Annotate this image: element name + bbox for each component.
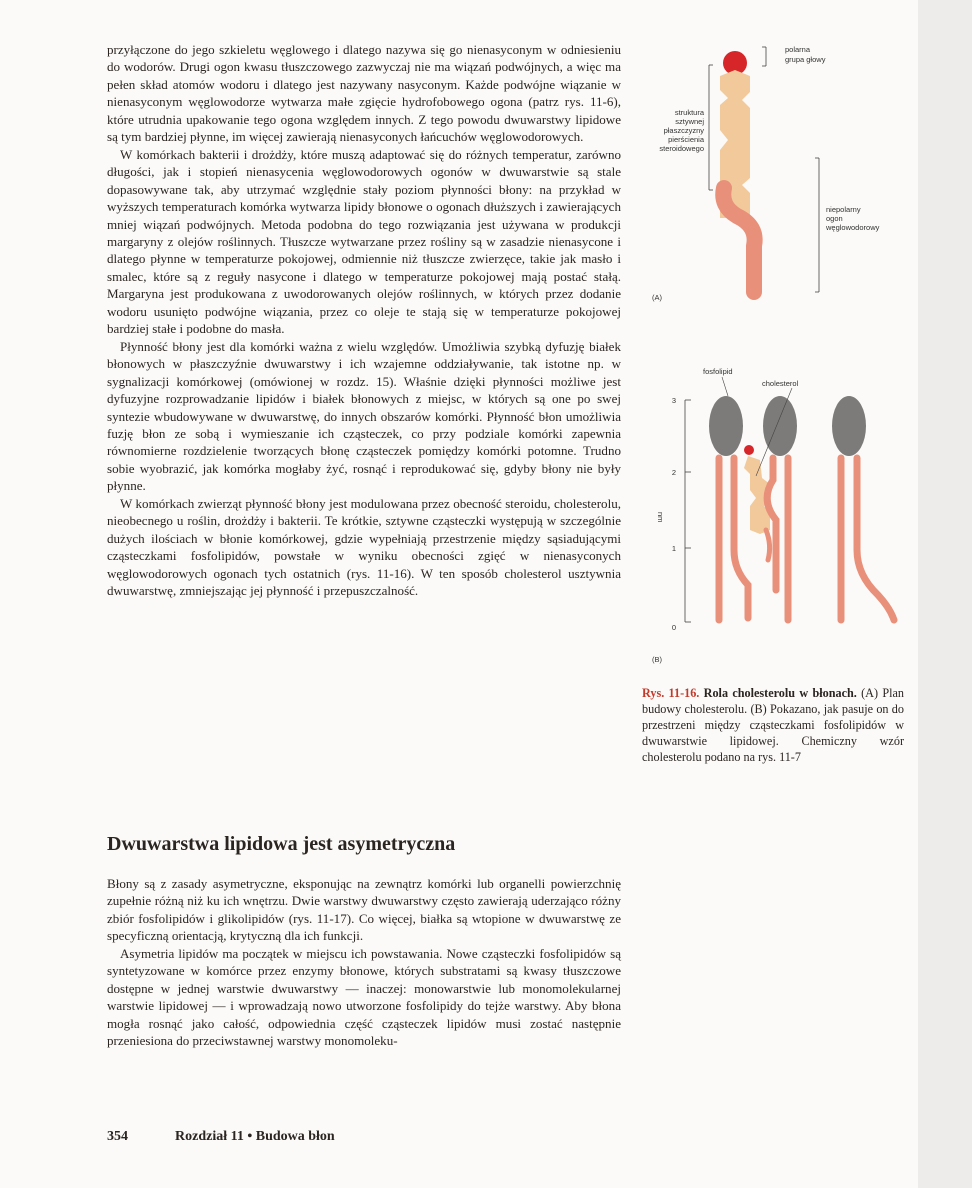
panel-b-label: (B) [652,655,662,664]
body-text-section [107,875,621,1050]
page-number: 354 [107,1129,128,1144]
figure-11-16 [638,30,918,680]
label-ring-2: sztywnej [675,117,704,126]
panel-b [652,367,894,664]
axis-tick-label: 1 [671,544,676,553]
label-phospholipid: fosfolipid [703,367,733,376]
paragraph: Błony są z zasady asymetryczne, eksponując na zewnątrz komórki lub organelli powierzchnię zupełnie różną niż ku ich wnętrzu. Dwie warstwy dwuwarstwy często zawierają uderzająco różny zbiór fosfolipidów i glikolipidów (rys. 11-17). Co więcej, białka są wtopione w dwuwarstwę ze specyficzną orientacją, krytyczną dla ich funkcji. [107,876,621,944]
paragraph: Płynność błony jest dla komórki ważna z wielu względów. Umożliwia szybką dyfuzję białek błonowych w płaszczyźnie dwuwarstwy i ich wzajemne oddziaływanie, tak istotne np. w sygnalizacji komórkowej (omówionej w rozdz. 15). Właśnie dzięki płynności możliwe jest dyfuzyjne rozprowadzanie lipidów i białek błonowych z miejsc, w których są one po swej syntezie wbudowywane w dwuwarstwę, do innych obszarów komórki. Płynność błon umożliwia fuzję błon ze sobą i wymieszanie ich cząsteczek, co przy podziale komórki zapewnia równomierne rozdzielenie tworzących błonę cząsteczek pomiędzy komórki potomne. Trudno sobie wyobrazić, jak komórka mogłaby żyć, rosnąć i reprodukować się, gdyby błony nie były płynne. [107,338,621,494]
label-ring-3: płaszczyzny [663,126,704,135]
running-footer: Rozdział 11 • Budowa błon [175,1129,335,1144]
facing-page-edge [918,0,972,1188]
axis-tick-label: 0 [671,623,676,632]
panel-a-label: (A) [652,293,662,302]
label-cholesterol: cholesterol [762,379,799,388]
phospholipid-head-left [709,396,743,456]
caption-title: Rola cholesterolu w błonach. [703,686,857,700]
axis-tick-label: 2 [671,468,676,477]
figure-caption [642,685,904,765]
label-ring-4: pierścienia [668,135,704,144]
axis-unit-label: nm [656,512,665,523]
paragraph: W komórkach bakterii i drożdży, które muszą adaptować się do różnych temperatur, zarówno długości, jak i stopień nienasycenia węglowodorowych ogonów w dwuwarstwie są stale dopasowywane tak, aby utrzymać względnie stały poziom płynności błony: na przykład w wyższych temperaturach komórka wytwarza lipidy błonowe o ogonach dłuższych i zawierających mniej wiązań podwójnych. Metoda podobna do tego rozwiązania jest używana w produkcji margaryny z olejów roślinnych. Tłuszcze wytwarzane przez rośliny są w zasadzie nienasycone i dlatego płynne w temperaturze pokojowej, odmiennie niż tłuszcze zwierzęce, takie jak masło i smalec, które są z reguły nasycone i dlatego w temperaturze pokojowej mają postać stałą. Margaryna jest produkowana z uwodorowanych olejów roślinnych, w których przez dodanie wodoru usunięto podwójne wiązania, przez co oleje te stają się w temperaturze pokojowej bardziej stałe i podobne do masła. [107,146,621,337]
body-text-top [107,41,621,600]
panel-a [652,45,880,302]
label-polar-1: polarna [785,45,811,54]
cholesterol-polar-head [744,445,754,455]
paragraph: W komórkach zwierząt płynność błony jest modulowana przez obecność steroidu, cholesterolu, nieobecnego u roślin, drożdży i bakterii. Te krótkie, sztywne cząsteczki występują w szczególnie dużych ilościach w błonie komórkowej, gdzie wypełniają przestrzenie między sąsiadującymi cząsteczkami fosfolipidów, powstałe w wyniku obecności zgięć w nienasyconych węglowodorowych ogonach tych ostatnich (rys. 11-16). W ten sposób cholesterol usztywnia dwuwarstwę, zmniejszając jej płynność i przepuszczalność. [107,495,621,599]
caption-text: (A) Plan budowy cholesterolu. (B) Pokazano, jak pasuje on do przestrzeni między cząsteczkami fosfolipidów w dwuwarstwie lipidowej. Chemiczny wzór cholesterolu podano na rys. 11-7 [642,686,904,764]
phospholipid-tail-left-2 [734,458,748,618]
axis-tick-label: 3 [671,396,676,405]
label-tail-2: ogon [826,214,843,223]
phospholipid-head-right [832,396,866,456]
section-heading: Dwuwarstwa lipidowa jest asymetryczna [107,833,456,855]
label-ring-1: struktura [674,108,704,117]
label-ring-5: steroidowego [659,144,704,153]
label-tail-1: niepolarny [826,205,861,214]
caption-number: Rys. 11-16. [642,686,700,700]
label-tail-3: węglowodorowy [826,223,880,232]
leader-phospholipid [722,377,728,396]
label-polar-2: grupa głowy [785,55,826,64]
cholesterol-tail [766,530,770,560]
paragraph: Asymetria lipidów ma początek w miejscu ich powstawania. Nowe cząsteczki fosfolipidów są syntetyzowane w komórce przez enzymy błonowe, których substratami są kwasy tłuszczowe dostępne w jednej warstwie dwuwarstwy — inaczej: monowarstwie lub monomolekularnej warstwie lipidowej — i wprowadzają nowo utworzone fosfolipidy do tejże warstwy. Aby błona mogła rosnąć jako całość, odpowiednia część cząsteczek lipidów musi zostać następnie przeniesiona do przeciwstawnej warstwy monomoleku- [107,945,621,1049]
phospholipid-tail-right-2 [857,458,894,620]
paragraph: przyłączone do jego szkieletu węglowego i dlatego nazywa się go nienasyconym w odniesieniu do wodorów. Drugi ogon kwasu tłuszczowego zazwyczaj nie ma wiązań podwójnych, a więc ma pełen skład atomów wodoru i dlatego jest nazywany nasyconym. Każde podwójne wiązanie w nienasyconym węglowodorze wytwarza małe zgięcie hydrofobowego ogona (patrz rys. 11-6), które utrudnia upakowanie tego ogona względem innych. Z tego powodu dwuwarstwy lipidowe są tym bardziej płynne, im więcej zawierają nienasyconych łańcuchów węglowodorowych. [107,42,621,145]
